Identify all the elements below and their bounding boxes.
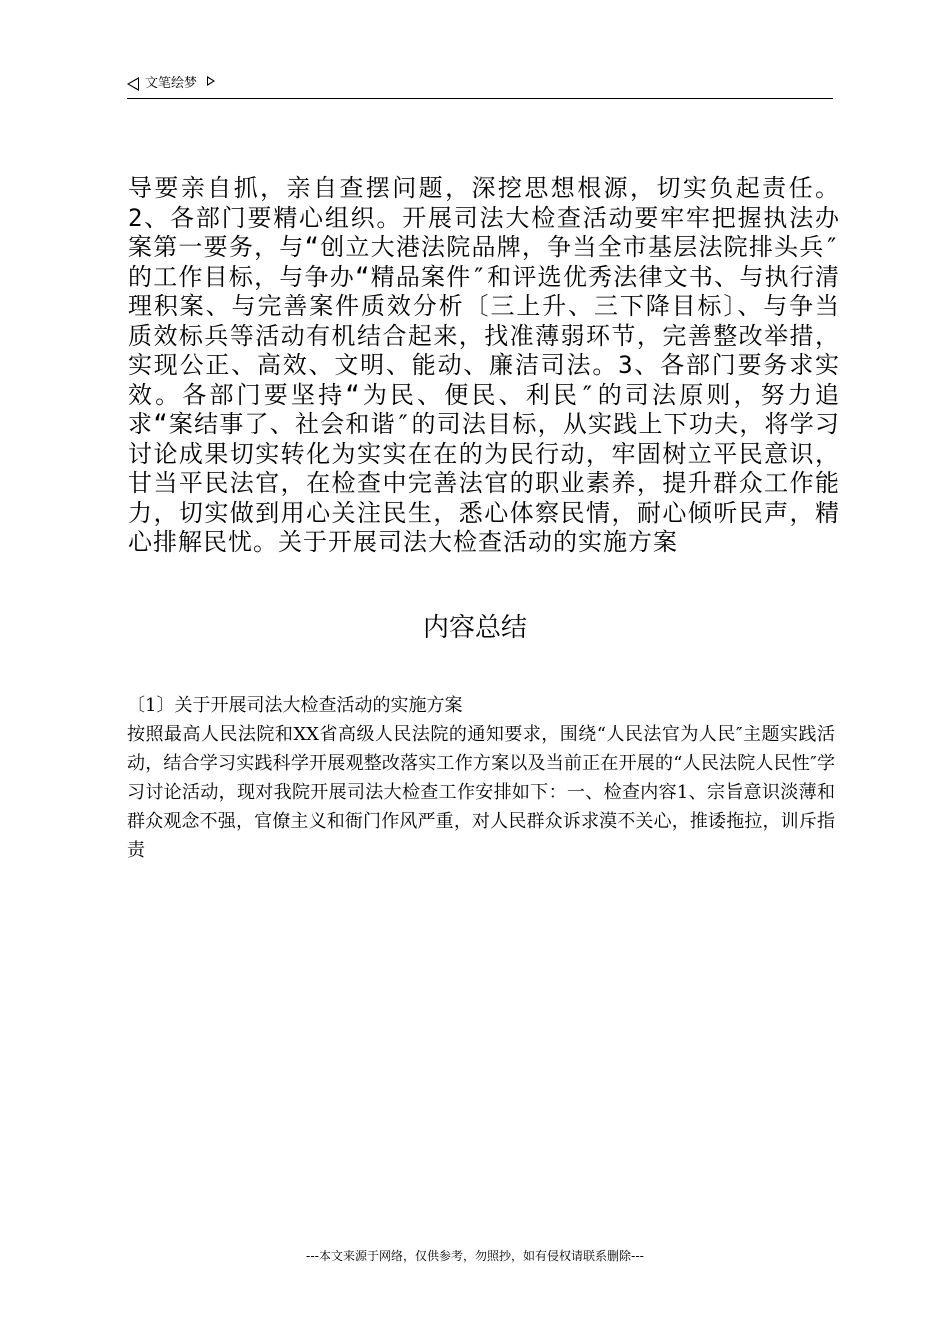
summary-title: 内容总结 <box>422 613 527 643</box>
main-paragraph: 导要亲自抓，亲自查摆问题，深挖思想根源，切实负起责任。2、各部门要精心组织。开展司法大检查活动要牢牢把握执法办案第一要务，与“创立大港法院品牌，争当全市基层法院排头兵″的工作目标，与争办“精品案件″和评选优秀法律文书、与执行清理积案、与完善案件质效分析〔三上升、三下降目标〕、与争当质效标兵等活动有机结合起来，找准薄弱环节，完善整改举措，实现公正、高效、文明、能动、廉洁司法。3、各部门要务求实效。各部门要坚持“为民、便民、利民″的司法原则，努力追求“案结事了、社会和谐″的司法目标，从实践上下功夫，将学习讨论成果切实转化为实实在在的为民行动，牢固树立平民意识，甘当平民法官，在检查中完善法官的职业素养，提升群众工作能力，切实做到用心关注民生，悉心体察民情，耐心倾听民声，精心排解民忧。关于开展司法大检查活动的实施方案 <box>128 174 840 556</box>
header-brand: 文笔绘梦 <box>145 76 198 91</box>
triangle-right-icon <box>207 76 215 86</box>
header-brand-group <box>127 76 215 92</box>
summary-section <box>127 691 835 865</box>
summary-item-body: 按照最高人民法院和XX省高级人民法院的通知要求，围绕“人民法官为人民″主题实践活动，结合学习实践科学开展观整改落实工作方案以及当前正在开展的“人民法院人民性″学习讨论活动，现对我院开展司法大检查工作安排如下：一、检查内容1、宗旨意识淡薄和群众观念不强，官僚主义和衙门作风严重，对人民群众诉求漠不关心，推诿拖拉，训斥指责 <box>127 724 835 861</box>
page-header <box>127 76 833 99</box>
triangle-left-icon <box>127 77 139 91</box>
summary-item-heading: 〔1〕关于开展司法大检查活动的实施方案 <box>127 695 463 716</box>
footer-note: ---本文来源于网络，仅供参考，勿照抄，如有侵权请联系删除--- <box>306 1249 644 1263</box>
